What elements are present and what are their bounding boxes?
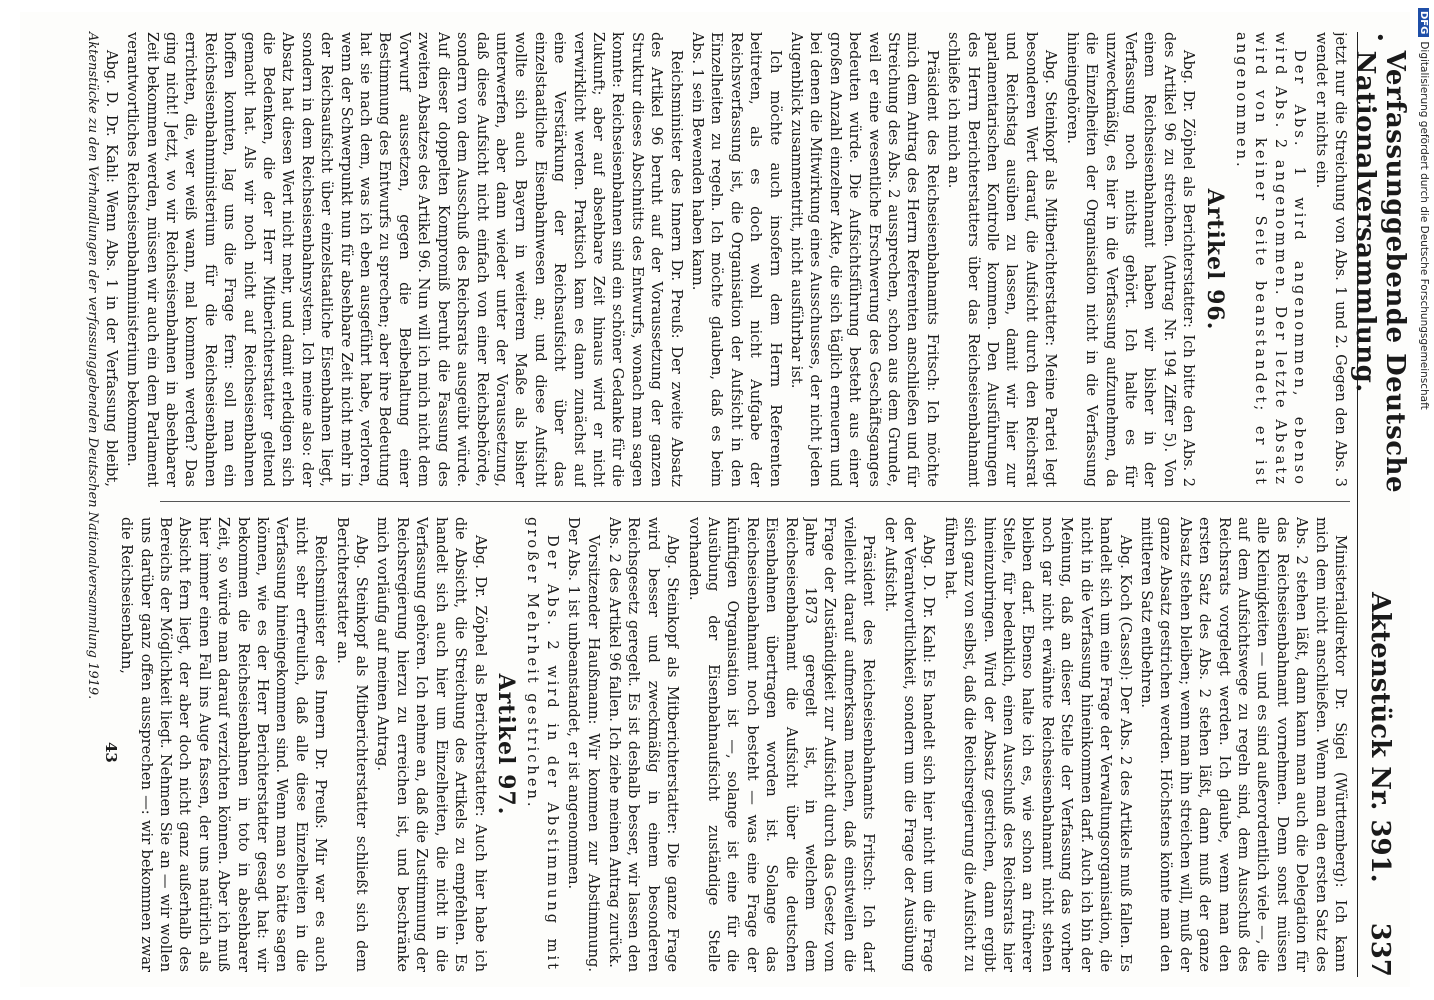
paragraph: Reichsminister des Innern Dr. Preuß: Mir war es auch nicht sehr erfreulich, daß alle diese Einzelheiten in die Verfassung hineingekommen sind. Wenn man so hätte sagen können, wie es der Herr Berichterstatter gesagt hat: wir bekommen die Reichseisenbahnen in toto in absehbarer Zeit, so würde man darauf verzichten können. Aber ich muß hier immer einen Fall ins Auge fassen, der uns natürlich als Absicht fern liegt, der aber doch nicht ganz außerhalb des Bereichs der Möglichkeit liegt. Nehmen Sie an — wir wollen uns darüber ganz offen aussprechen —: wir bekommen zwar die Reichseisenbahn, — [118, 517, 330, 972]
paragraph: Abg. D. Dr. Kahl: Es handelt sich hier nicht um die Frage der Verantwortlichkeit, sondern um die Frage der Ausübung der Aufsicht. — [881, 517, 938, 972]
scanned-page — [20, 12, 1410, 987]
paragraph: Der Abs. 2 wird in der Abstimmung mit großer Mehrheit gestrichen. — [524, 517, 561, 972]
funding-note-text: Digitalisierung gefördert durch die Deutsche Forschungsgemeinschaft — [1418, 41, 1430, 410]
section-heading-artikel-97: Artikel 97. — [492, 673, 519, 816]
page-header — [1350, 32, 1410, 977]
dfg-logo: DFG — [1418, 8, 1429, 37]
left-column — [100, 32, 1350, 487]
paragraph: Der Abs. 1 wird angenommen, ebenso wird Abs. 2 angenommen. Der letzte Absatz wird von keiner Seite beanstandet; er ist angenommen. — [1232, 32, 1309, 487]
section-heading-artikel-96: Artikel 96. — [1201, 188, 1228, 331]
paragraph: jetzt nur die Streichung von Abs. 1 und 2. Gegen den Abs. 3 wendet er nichts ein. — [1312, 32, 1349, 487]
paragraph: Abg. Dr. Zöphel als Berichterstatter: Ich bitte den Abs. 2 des Artikel 96 zu streichen. (Antrag Nr. 194 Ziffer 5). Von einem Reichseisenbahnamt haben wir bisher in der Verfassung noch nichts gehört. Ich halte es für unzweckmäßig, es hier in die Verfassung aufzunehmen, da die Einzelheiten der Organisation nicht in die Verfassung hineingehören. — [1063, 32, 1198, 487]
paragraph: Ministerialdirektor Dr. Sigel (Württemberg): Ich kann mich dem nicht anschließen. Wenn man den ersten Satz des Abs. 2 stehen läßt, dann kann man auch die Delegation für das Reichseisenbahnamt vornehmen. Denn sonst müssen alle Kleinigkeiten — und es sind außerordentlich viele —, die auf dem Aufsichtswege zu regeln sind, dem Ausschuß des Reichsrats vorgelegt werden. Ich glaube, wenn man den ersten Satz des Abs. 2 stehen läßt, dann muß der ganze Absatz stehen bleiben; wenn man ihn streichen will, muß der ganze Absatz gestrichen werden. Höchstens könnte man den mittleren Satz entbehren. — [1137, 517, 1349, 972]
column-divider — [160, 501, 1350, 502]
funding-note — [1418, 8, 1430, 988]
paragraph: Abg. Steinkopf als Mitberichterstatter: Meine Partei legt besonderen Wert darauf, die Aufsicht durch den Reichsrat und Reichstag ausüben zu lassen, damit wir hier zur parlamentarischen Kontrolle kommen. Den Ausführungen des Herrn Berichterstatters über das Reichseisenbahnamt schließe ich mich an. — [945, 32, 1060, 487]
header-bullet: • — [1369, 32, 1391, 43]
document-number: Aktenstück Nr. 391. — [1365, 592, 1395, 883]
page-footer: Aktenstücke zu den Verhandlungen der verfassunggebenden Deutschen Nationalversammlung 1919. — [85, 32, 100, 700]
paragraph: Vorsitzender Haußmann: Wir kommen zur Abstimmung. Der Abs. 1 ist unbeanstandet, er ist angenommen. — [565, 517, 602, 972]
right-column — [100, 517, 1350, 972]
paragraph: Abg. Koch (Cassel): Der Abs. 2 des Artikels muß fallen. Es handelt sich um eine Frage der Verwaltungsorganisation, die nicht in die Verfassung hineinkommen darf. Auch ich bin der Meinung, daß an dieser Stelle der Verfassung das vorher noch gar nicht erwähnte Reichseisenbahnamt nicht stehen bleiben darf. Ebenso halte ich es, wie schon an früherer Stelle, für bedenklich, einen Ausschuß des Reichsrats hier hineinzubringen. Wird der Absatz gestrichen, dann ergibt sich ganz von selbst, daß die Reichsregierung die Aufsicht zu führen hat. — [941, 517, 1134, 972]
page-title: Verfassunggebende Deutsche Nationalversammlung. — [1350, 50, 1410, 493]
sheet-signature: 43 — [102, 742, 120, 763]
page-number: 337 — [1365, 922, 1395, 977]
paragraph: Abg. D. Dr. Kahl: Wenn Abs. 1 in der Verfassung bleibt, — [102, 50, 120, 487]
paragraph: Präsident des Reichseisenbahnamts Fritsch: Ich möchte mich dem Antrag des Herrn Referenten anschließen und für Streichung des Abs. 2 aussprechen, schon aus dem Grunde, weil er eine wesentliche Erschwerung des Geschäftsganges bedeuten würde. Die Aufsichtsführung besteht aus einer großen Anzahl einzelner Akte, die sich täglich erneuern und bei denen die Mitwirkung eines Ausschusses, der nicht jeden Augenblick zusammentritt, nicht ausführbar ist. — [788, 32, 941, 487]
paragraph: Abg. Dr. Zöphel als Berichterstatter: Auch hier habe ich die Absicht, die Streichung des Artikels zu empfehlen. Es handelt sich auch hier um Einzelheiten, die nicht in die Verfassung gehören. Ich nehme an, daß die Zustimmung der Reichsregierung hierzu zu erreichen ist, und beschränke mich vorläufig auf meinen Antrag. — [374, 517, 489, 972]
paragraph: Abg. Steinkopf als Mitberichterstatter schließt sich dem Berichterstatter an. — [333, 517, 371, 972]
paragraph: Präsident des Reichseisenbahnamts Fritsch: Ich darf vielleicht darauf aufmerksam machen, daß einstweilen die Frage der Zuständigkeit zur Aufsicht durch das Gesetz vom Jahre 1873 geregelt ist, in welchem dem Reichseisenbahnamt die Aufsicht über die deutschen Eisenbahnen übertragen worden ist. Solange das Reichseisenbahnamt noch besteht — was eine Frage der künftigen Organisation ist —, solange ist eine für die Ausübung der Eisenbahnaufsicht zuständige Stelle vorhanden. — [685, 517, 878, 972]
paragraph: Abg. Steinkopf als Mitberichterstatter: Die ganze Frage wird besser und zweckmäßig in einem besonderen Reichsgesetz geregelt. Es ist deshalb besser, wir lassen den Abs. 2 des Artikel 96 fallen. Ich ziehe meinen Antrag zurück. — [605, 517, 682, 972]
paragraph: Ich möchte auch insofern dem Herrn Referenten beitreten, als es doch wohl nicht Aufgabe der Reichsverfassung ist, die Organisation der Aufsicht in den Einzelheiten zu regeln. Ich möchte glauben, daß es beim Abs. 1 sein Bewenden haben kann. — [689, 32, 784, 487]
paragraph: Reichsminister des Innern Dr. Preuß: Der zweite Absatz des Artikel 96 beruht auf der Voraussetzung der ganzen Struktur dieses Abschnitts des Entwurfs, wonach man sagen konnte: Reichseisenbahnen sind ein schöner Gedanke für die Zukunft; aber auf absehbare Zeit hinaus wird er nicht verwirklicht werden. Praktisch kam es dann zunächst auf eine Verstärkung der Reichsaufsicht über das einzelstaatliche Eisenbahnwesen an; und diese Aufsicht wollte sich auch Bayern in weiterem Maße als bisher unterwerfen, aber dann wieder unter der Voraussetzung, daß diese Aufsicht nicht einfach von einer Reichsbehörde, sondern von dem Ausschuß des Reichsrats ausgeübt würde. Auf dieser doppelten Kompromiß beruht die Fassung des zweiten Absatzes des Artikel 96. Nun will ich mich nicht dem Vorwurf aussetzen, gegen die Beibehaltung einer Bestimmung des Entwurfs zu sprechen; aber ihre Bedeutung hat sie nach dem, was ich eben ausgeführt habe, verloren, wenn der Schwerpunkt nun für absehbare Zeit nicht mehr in der Reichsaufsicht über einzelstaatliche Eisenbahnen liegt, sondern in dem Reichseisenbahnsystem. Ich meine also: der Absatz hat diesen Wert nicht mehr, und damit erledigen sich die Bedenken, die der Herr Mitberichterstatter geltend gemacht hat. Als wir noch nicht auf Reichseisenbahnen hoffen konnten, lag uns die Frage fern: soll man ein Reichseisenbahnministerium für die Reichseisenbahnen errichten, die, wer weiß wann, mal kommen werden? Das ging nicht! Jetzt, wo wir Reichseisenbahnen in absehbarer Zeit bekommen werden, müssen wir auch ein dem Parlament verantwortliches Reichseisenbahnministerium bekommen. — [124, 32, 685, 487]
